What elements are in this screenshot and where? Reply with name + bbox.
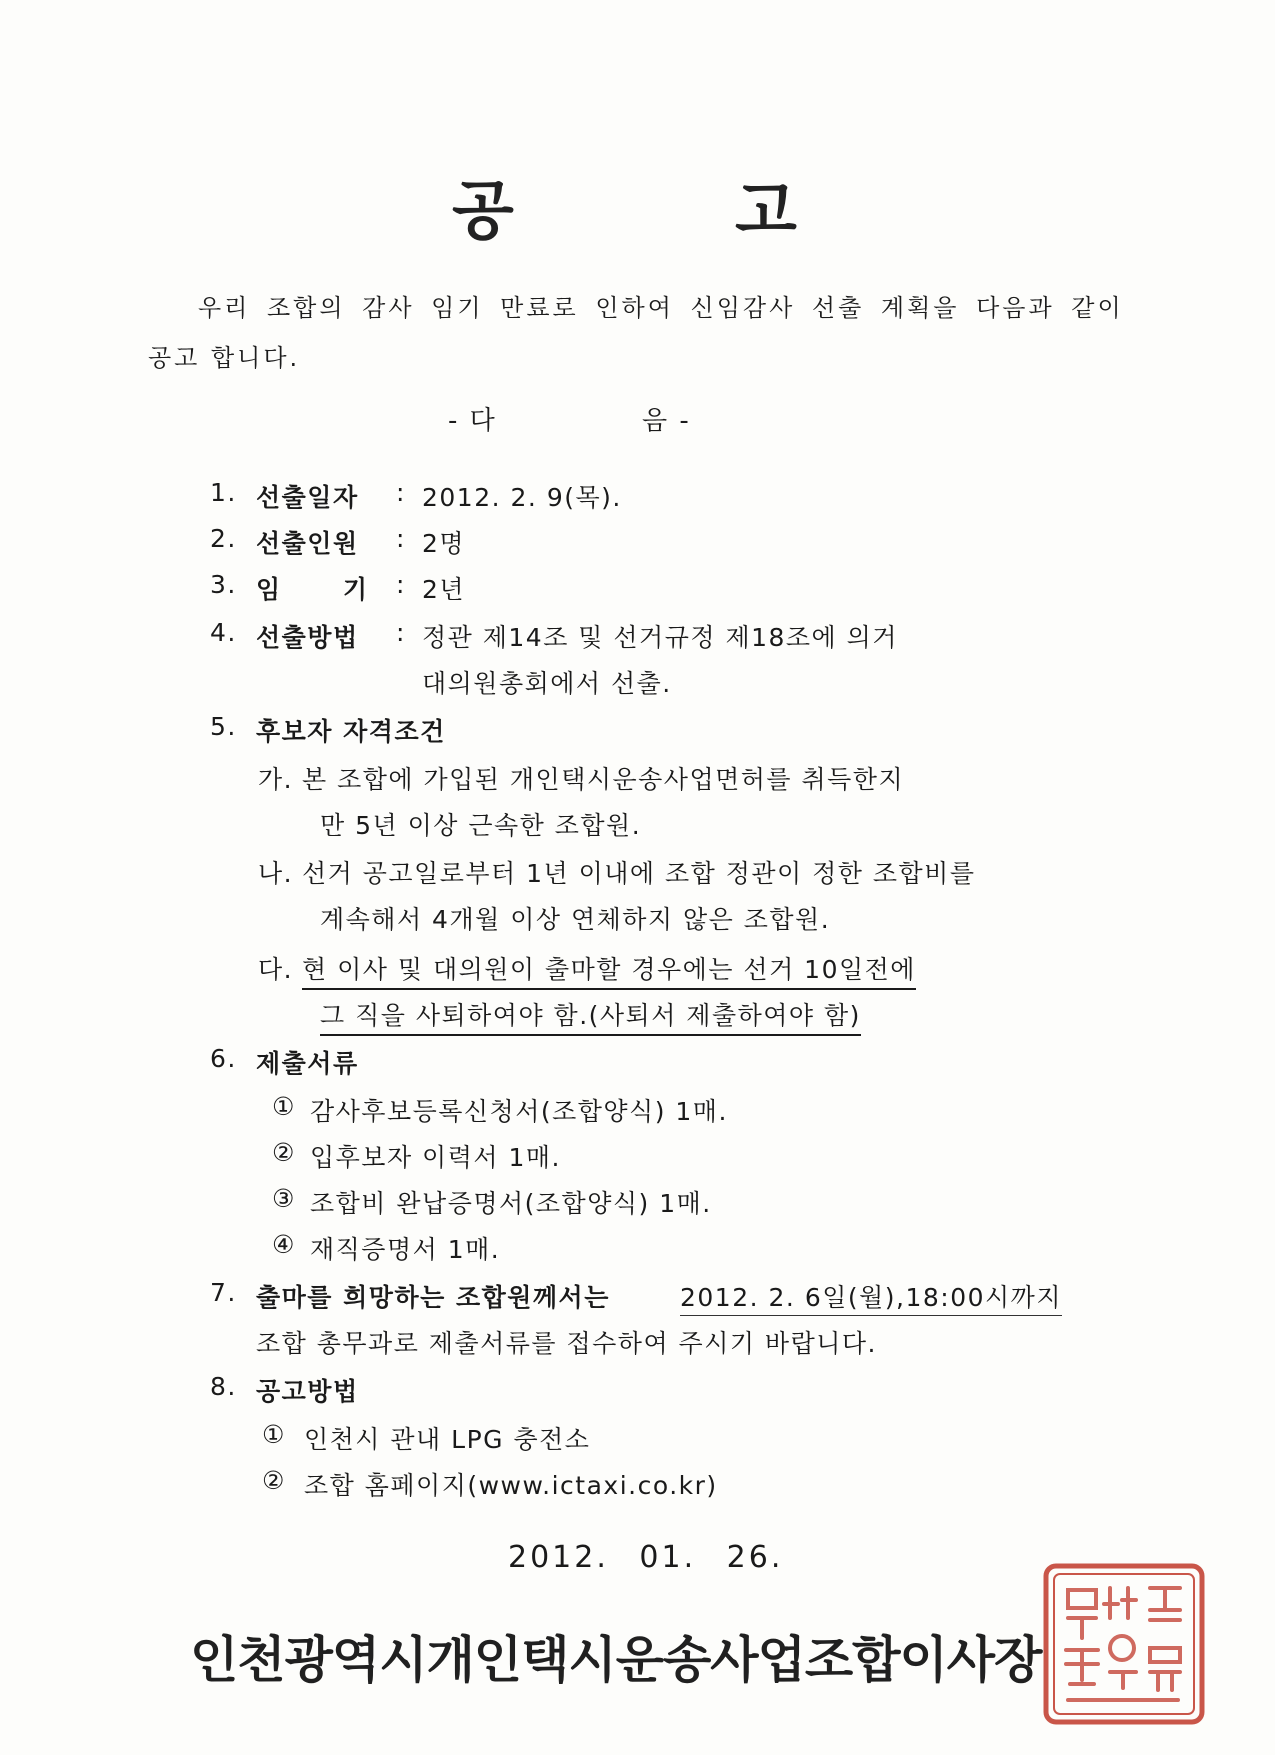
item-5a-mark: 가. (258, 765, 294, 794)
item-4-separator: : (396, 618, 406, 647)
item-5-number: 5. (210, 712, 237, 741)
item-8-number: 8. (210, 1372, 237, 1401)
item-7-number: 7. (210, 1278, 237, 1307)
item-1-number: 1. (210, 478, 237, 507)
item-1-separator: : (396, 478, 406, 507)
doc-4-mark: ④ (272, 1230, 296, 1259)
item-5c-line-2: 그 직을 사퇴하여야 함.(사퇴서 제출하여야 함) (320, 996, 861, 1036)
item-5a-line-1: 본 조합에 가입된 개인택시운송사업면허를 취득한지 (302, 765, 905, 794)
official-seal-stamp (1040, 1560, 1208, 1728)
item-7-line-2: 조합 총무과로 제출서류를 접수하여 주시기 바랍니다. (256, 1329, 877, 1358)
method-1-text: 인천시 관내 LPG 충전소 (304, 1425, 591, 1454)
method-2-mark: ② (262, 1466, 286, 1495)
item-2-separator: : (396, 524, 406, 553)
doc-1-text: 감사후보등록신청서(조합양식) 1매. (310, 1097, 728, 1126)
intro-line-1: 우리 조합의 감사 임기 만료로 인하여 신임감사 선출 계획을 다음과 같이 (198, 294, 1124, 322)
doc-1-mark: ① (272, 1092, 296, 1121)
doc-4-text: 재직증명서 1매. (310, 1235, 501, 1264)
item-5b-line-1: 선거 공고일로부터 1년 이내에 조합 정관이 정한 조합비를 (302, 859, 976, 888)
item-3-value: 2년 (422, 575, 466, 604)
item-5b-line-2: 계속해서 4개월 이상 연체하지 않은 조합원. (320, 905, 831, 934)
item-1-value: 2012. 2. 9(목). (422, 483, 622, 512)
item-6-label: 제출서류 (256, 1049, 359, 1078)
item-5b-mark: 나. (258, 859, 294, 888)
item-3-separator: : (396, 570, 406, 599)
daum-right: 음 - (642, 406, 691, 436)
item-2-value: 2명 (422, 529, 466, 558)
item-7-line-1-pre: 출마를 희망하는 조합원께서는 (256, 1283, 610, 1312)
item-5-label: 후보자 자격조건 (256, 717, 446, 746)
item-5c-line-1: 현 이사 및 대의원이 출마할 경우에는 선거 10일전에 (302, 950, 916, 990)
item-6-number: 6. (210, 1044, 237, 1073)
notice-date: 2012. 01. 26. (508, 1540, 784, 1575)
item-4-number: 4. (210, 618, 237, 647)
item-7-deadline: 2012. 2. 6일(월),18:00시까지 (680, 1278, 1062, 1316)
doc-2-mark: ② (272, 1138, 296, 1167)
daum-left: - 다 (448, 406, 497, 436)
title-right: 고 (735, 175, 799, 249)
item-2-label: 선출인원 (256, 529, 359, 558)
item-4-value: 정관 제14조 및 선거규정 제18조에 의거 (422, 623, 898, 652)
item-4-label: 선출방법 (256, 623, 359, 652)
item-2-number: 2. (210, 524, 237, 553)
item-8-label: 공고방법 (256, 1377, 359, 1406)
doc-2-text: 입후보자 이력서 1매. (310, 1143, 561, 1172)
method-1-mark: ① (262, 1420, 286, 1449)
title-left: 공 (452, 175, 516, 249)
item-3-number: 3. (210, 570, 237, 599)
signer-name: 인천광역시개인택시운송사업조합이사장 (190, 1631, 1042, 1689)
item-1-label: 선출일자 (256, 483, 359, 512)
doc-3-text: 조합비 완납증명서(조합양식) 1매. (310, 1189, 712, 1218)
item-5c-mark: 다. (258, 955, 294, 984)
doc-3-mark: ③ (272, 1184, 296, 1213)
intro-line-2: 공고 합니다. (148, 344, 301, 372)
item-5a-line-2: 만 5년 이상 근속한 조합원. (320, 811, 642, 840)
item-3-label: 임 기 (256, 575, 369, 604)
item-4-value-line-2: 대의원총회에서 선출. (422, 669, 672, 698)
method-2-text: 조합 홈페이지(www.ictaxi.co.kr) (304, 1471, 718, 1500)
